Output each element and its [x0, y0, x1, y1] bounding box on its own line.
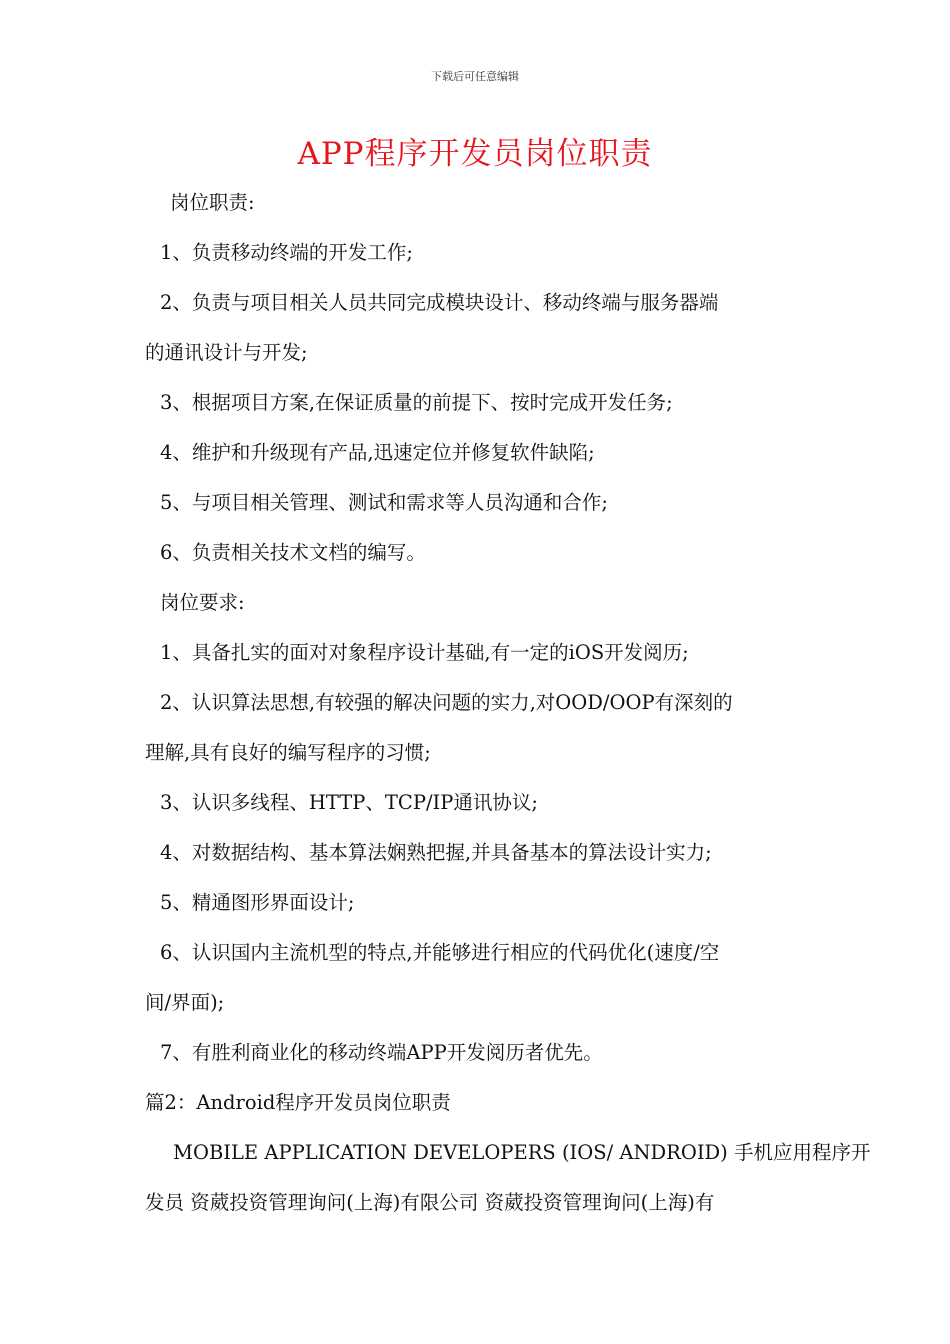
requirement-item-5: 5、精通图形界面设计; — [160, 891, 355, 914]
requirement-item-7: 7、有胜利商业化的移动终端APP开发阅历者优先。 — [160, 1041, 603, 1064]
requirement-item-2: 2、认识算法思想,有较强的解决问题的实力,对OOD/OOP有深刻的 — [160, 691, 733, 714]
part-2-paragraph: MOBILE APPLICATION DEVELOPERS (IOS/ ANDROID) 手机应用程序开 — [173, 1141, 871, 1164]
document-body — [145, 178, 871, 1228]
section-heading-part-2: 篇2：Android程序开发员岗位职责 — [145, 1091, 451, 1114]
duty-item-5: 5、与项目相关管理、测试和需求等人员沟通和合作; — [160, 491, 608, 514]
requirement-item-4: 4、对数据结构、基本算法娴熟把握,并具备基本的算法设计实力; — [160, 841, 712, 864]
requirement-item-1: 1、具备扎实的面对对象程序设计基础,有一定的iOS开发阅历; — [160, 641, 689, 664]
requirement-item-6-continued: 间/界面); — [145, 991, 225, 1014]
section-heading-duties: 岗位职责: — [170, 191, 255, 214]
document-title: APP程序开发员岗位职责 — [297, 136, 653, 172]
duty-item-3: 3、根据项目方案,在保证质量的前提下、按时完成开发任务; — [160, 391, 673, 414]
duty-item-4: 4、维护和升级现有产品,迅速定位并修复软件缺陷; — [160, 441, 595, 464]
requirement-item-6: 6、认识国内主流机型的特点,并能够进行相应的代码优化(速度/空 — [160, 941, 720, 964]
section-heading-requirements: 岗位要求: — [160, 591, 245, 614]
duty-item-6: 6、负责相关技术文档的编写。 — [160, 541, 426, 564]
header-note: 下载后可任意编辑 — [431, 70, 519, 83]
requirement-item-3: 3、认识多线程、HTTP、TCP/IP通讯协议; — [160, 791, 538, 814]
part-2-paragraph-continued: 发员 资葳投资管理询问(上海)有限公司 资葳投资管理询问(上海)有 — [145, 1191, 715, 1214]
duty-item-1: 1、负责移动终端的开发工作; — [160, 241, 413, 264]
duty-item-2-continued: 的通讯设计与开发; — [145, 341, 308, 364]
requirement-item-2-continued: 理解,具有良好的编写程序的习惯; — [145, 741, 431, 764]
duty-item-2: 2、负责与项目相关人员共同完成模块设计、移动终端与服务器端 — [160, 291, 719, 314]
